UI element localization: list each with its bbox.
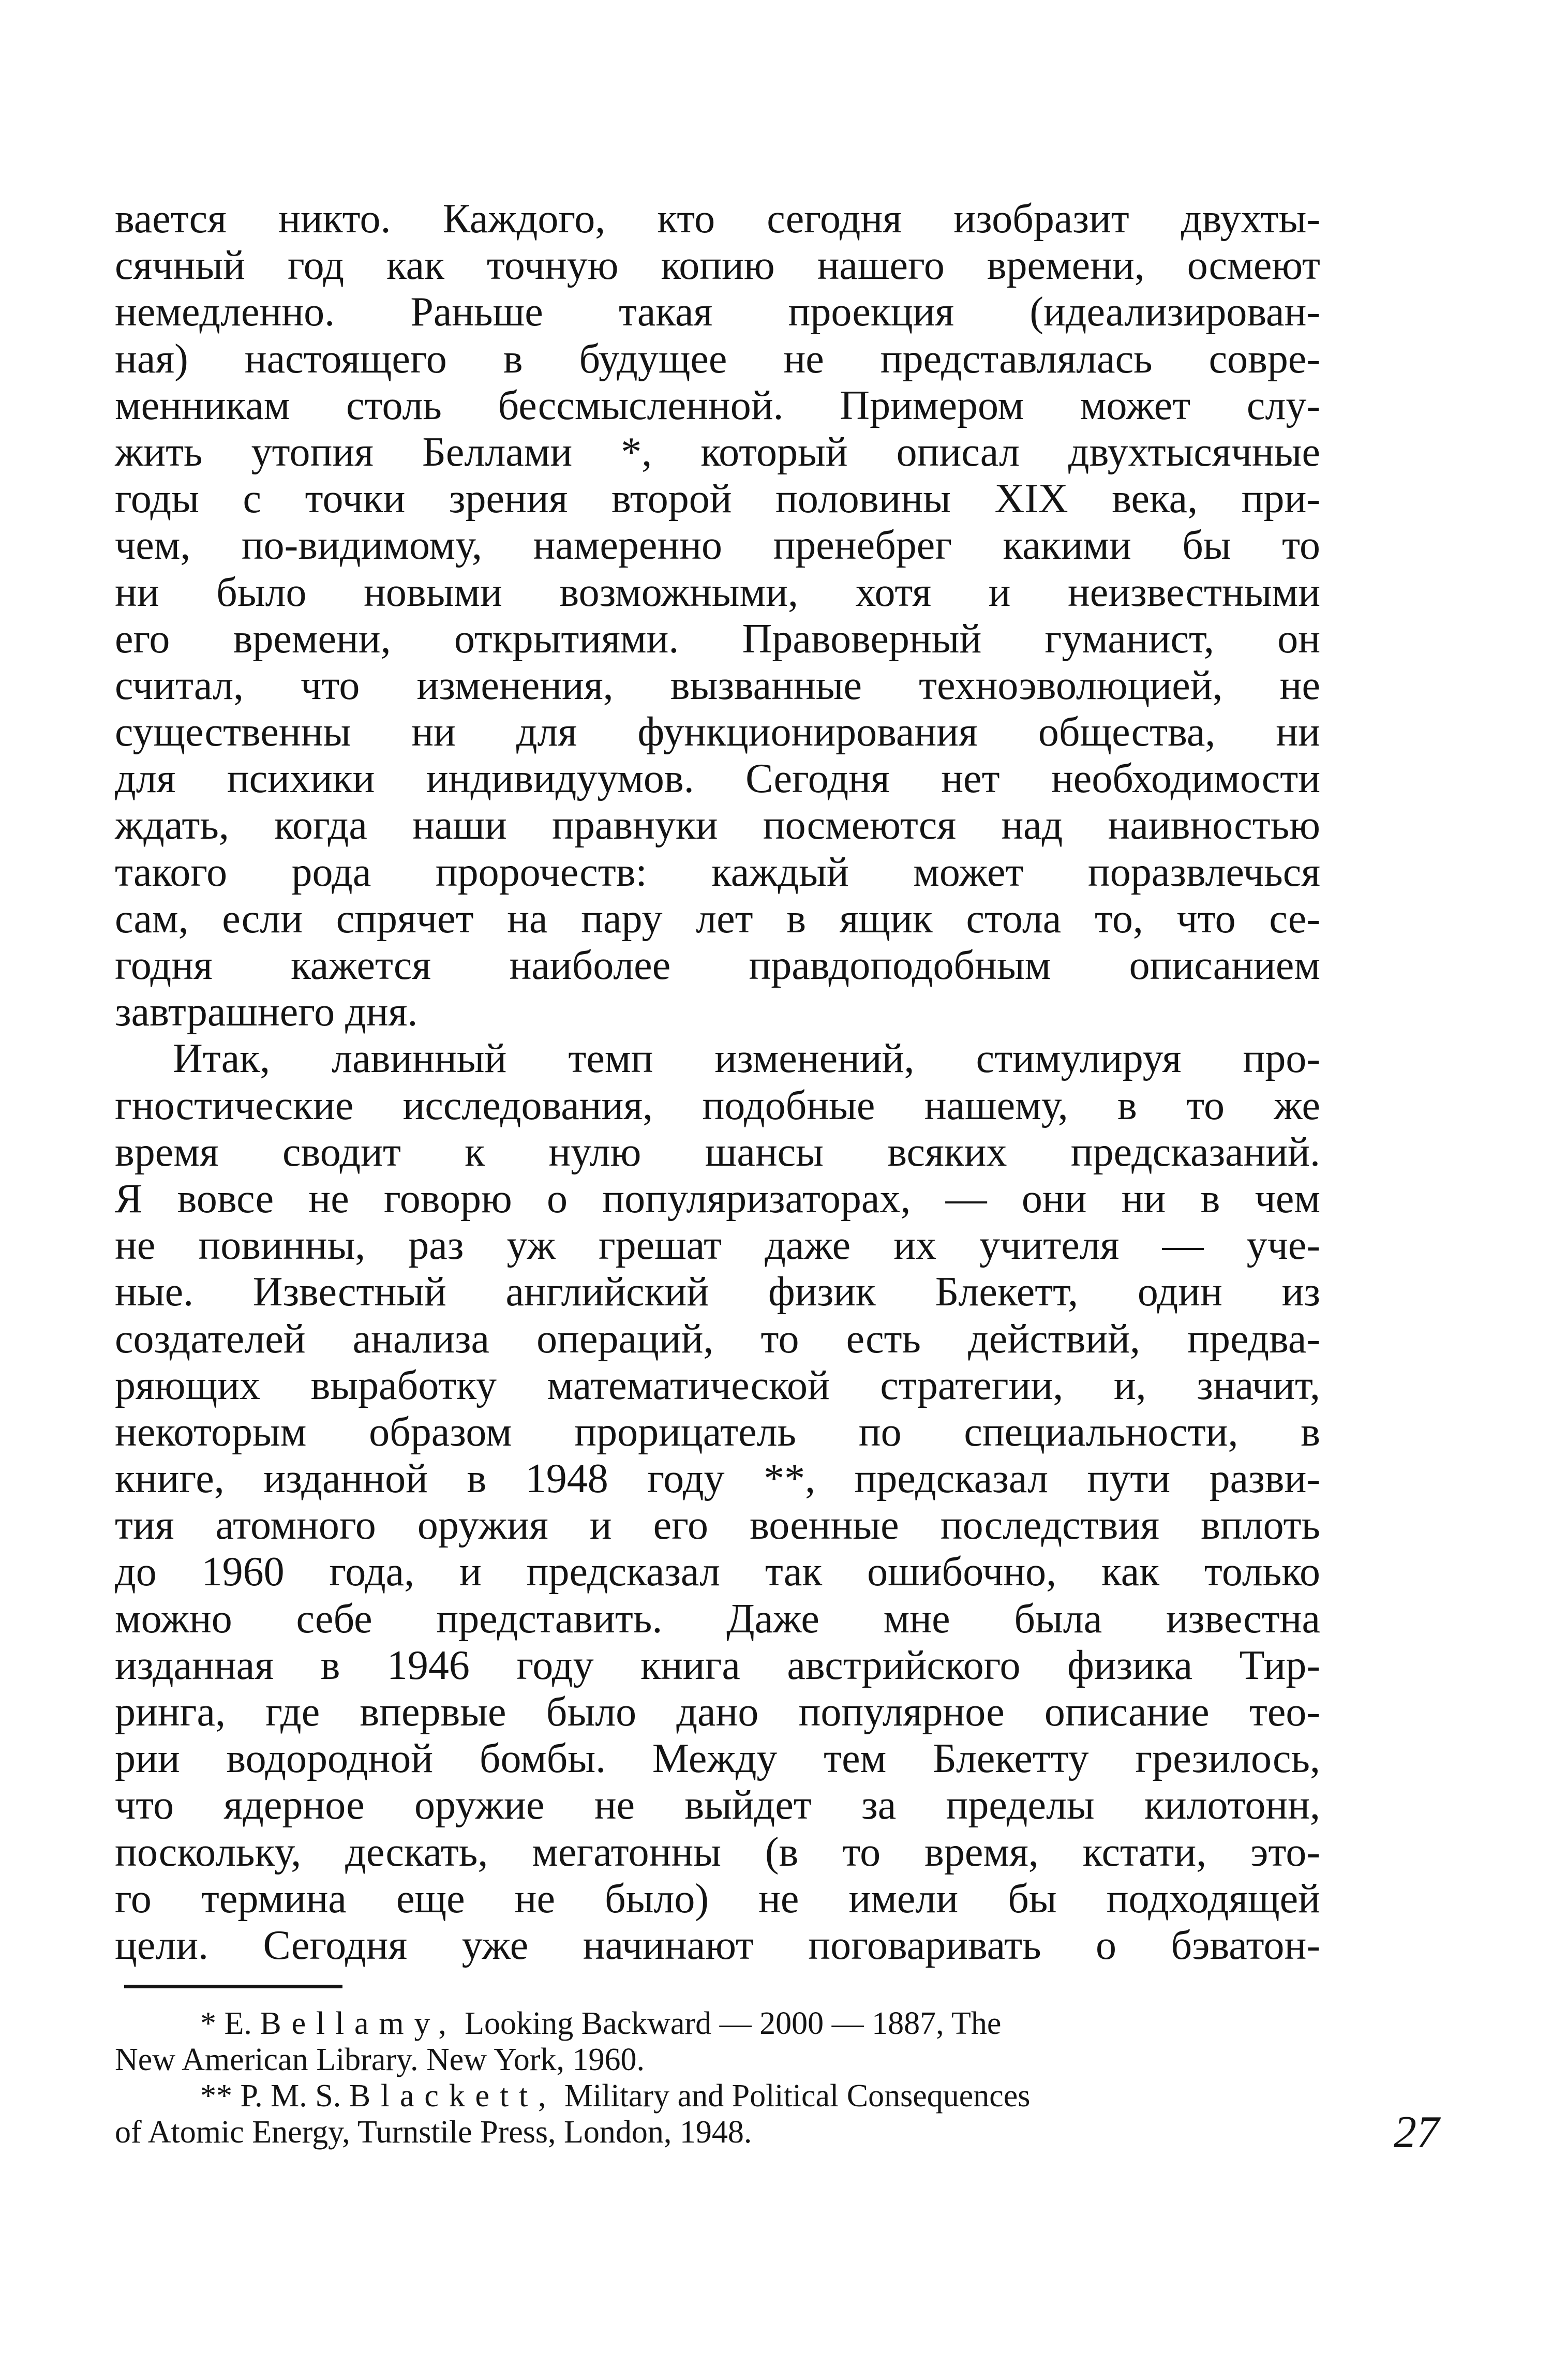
text-line: сам, если спрячет на пару лет в ящик стола то, что се-	[115, 896, 1320, 942]
footnote-2-continued: of Atomic Energy, Turnstile Press, London, 1948.	[115, 2115, 752, 2150]
text-line: изданная в 1946 году книга австрийского физика Тир-	[115, 1642, 1320, 1688]
footnote-separator	[124, 1985, 342, 1988]
footnote-source: Military and Political Consequences	[556, 2078, 1031, 2114]
text-line: его времени, открытиями. Правоверный гуманист, он	[115, 616, 1320, 662]
footnote-marker: ** P. M. S.	[200, 2078, 341, 2114]
text-line: ные. Известный английский физик Блекетт, один из	[115, 1269, 1320, 1315]
text-line: немедленно. Раньше такая проекция (идеализирован-	[115, 289, 1320, 335]
text-line: ждать, когда наши правнуки посмеются над наивностью	[115, 802, 1320, 849]
text-line: создателей анализа операций, то есть действий, предва-	[115, 1316, 1320, 1362]
text-line: для психики индивидуумов. Сегодня нет необходимости	[115, 756, 1320, 802]
footnotes	[115, 2005, 1331, 2150]
text-line: не повинны, раз уж грешат даже их учителя — уче-	[115, 1223, 1320, 1269]
text-line: поскольку, дескать, мегатонны (в то время, кстати, это-	[115, 1829, 1320, 1875]
footnote-1-continued: New American Library. New York, 1960.	[115, 2042, 645, 2077]
text-line: некоторым образом прорицатель по специальности, в	[115, 1409, 1320, 1455]
text-line: годы с точки зрения второй половины XIX века, при-	[115, 476, 1320, 522]
text-line: ринга, где впервые было дано популярное описание тео-	[115, 1689, 1320, 1735]
text-line: что ядерное оружие не выйдет за пределы килотонн,	[115, 1782, 1320, 1828]
footnote-author: Blackett,	[349, 2078, 557, 2114]
text-line: ряющих выработку математической стратегии, и, значит,	[115, 1362, 1320, 1408]
text-line: завтрашнего дня.	[115, 989, 418, 1035]
text-line: тия атомного оружия и его военные последствия вплоть	[115, 1503, 1320, 1549]
text-line: рии водородной бомбы. Между тем Блекетту грезилось,	[115, 1736, 1320, 1782]
text-line: существенны ни для функционирования общества, ни	[115, 709, 1320, 755]
text-line: считал, что изменения, вызванные техноэволюцией, не	[115, 662, 1320, 708]
footnote-source: Looking Backward — 2000 — 1887, The	[456, 2006, 1002, 2041]
page-number: 27	[1394, 2107, 1439, 2158]
text-line: менникам столь бессмысленной. Примером может слу-	[115, 382, 1320, 428]
text-line: гностические исследования, подобные нашему, в то же	[115, 1082, 1320, 1128]
text-line: цели. Сегодня уже начинают поговаривать о бэватон-	[115, 1922, 1320, 1968]
footnote-1	[115, 2005, 1331, 2042]
text-line: можно себе представить. Даже мне была известна	[115, 1596, 1320, 1642]
main-text	[115, 196, 1320, 1969]
text-line: ни было новыми возможными, хотя и неизвестными	[115, 569, 1320, 615]
text-line: жить утопия Беллами *, который описал двухтысячные	[115, 429, 1320, 475]
text-line: вается никто. Каждого, кто сегодня изобразит двухты-	[115, 196, 1320, 242]
paragraph-start-line: Итак, лавинный темп изменений, стимулируя про-	[173, 1036, 1320, 1082]
text-line: время сводит к нулю шансы всяких предсказаний.	[115, 1129, 1320, 1175]
text-line: ная) настоящего в будущее не представлялась совре-	[115, 336, 1320, 382]
text-line: чем, по-видимому, намеренно пренебрег какими бы то	[115, 523, 1320, 569]
footnote-marker: * E.	[200, 2006, 252, 2041]
footnote-2	[115, 2078, 1331, 2114]
text-line: го термина еще не было) не имели бы подходящей	[115, 1876, 1320, 1922]
text-line: такого рода пророчеств: каждый может поразвлечься	[115, 849, 1320, 895]
text-line: Я вовсе не говорю о популяризаторах, — они ни в чем	[115, 1176, 1320, 1222]
footnote-author: Bellamy,	[260, 2006, 457, 2041]
text-line: до 1960 года, и предсказал так ошибочно, как только	[115, 1549, 1320, 1595]
text-line: сячный год как точную копию нашего времени, осмеют	[115, 243, 1320, 289]
text-line: годня кажется наиболее правдоподобным описанием	[115, 943, 1320, 988]
text-line: книге, изданной в 1948 году **, предсказал пути разви-	[115, 1456, 1320, 1502]
